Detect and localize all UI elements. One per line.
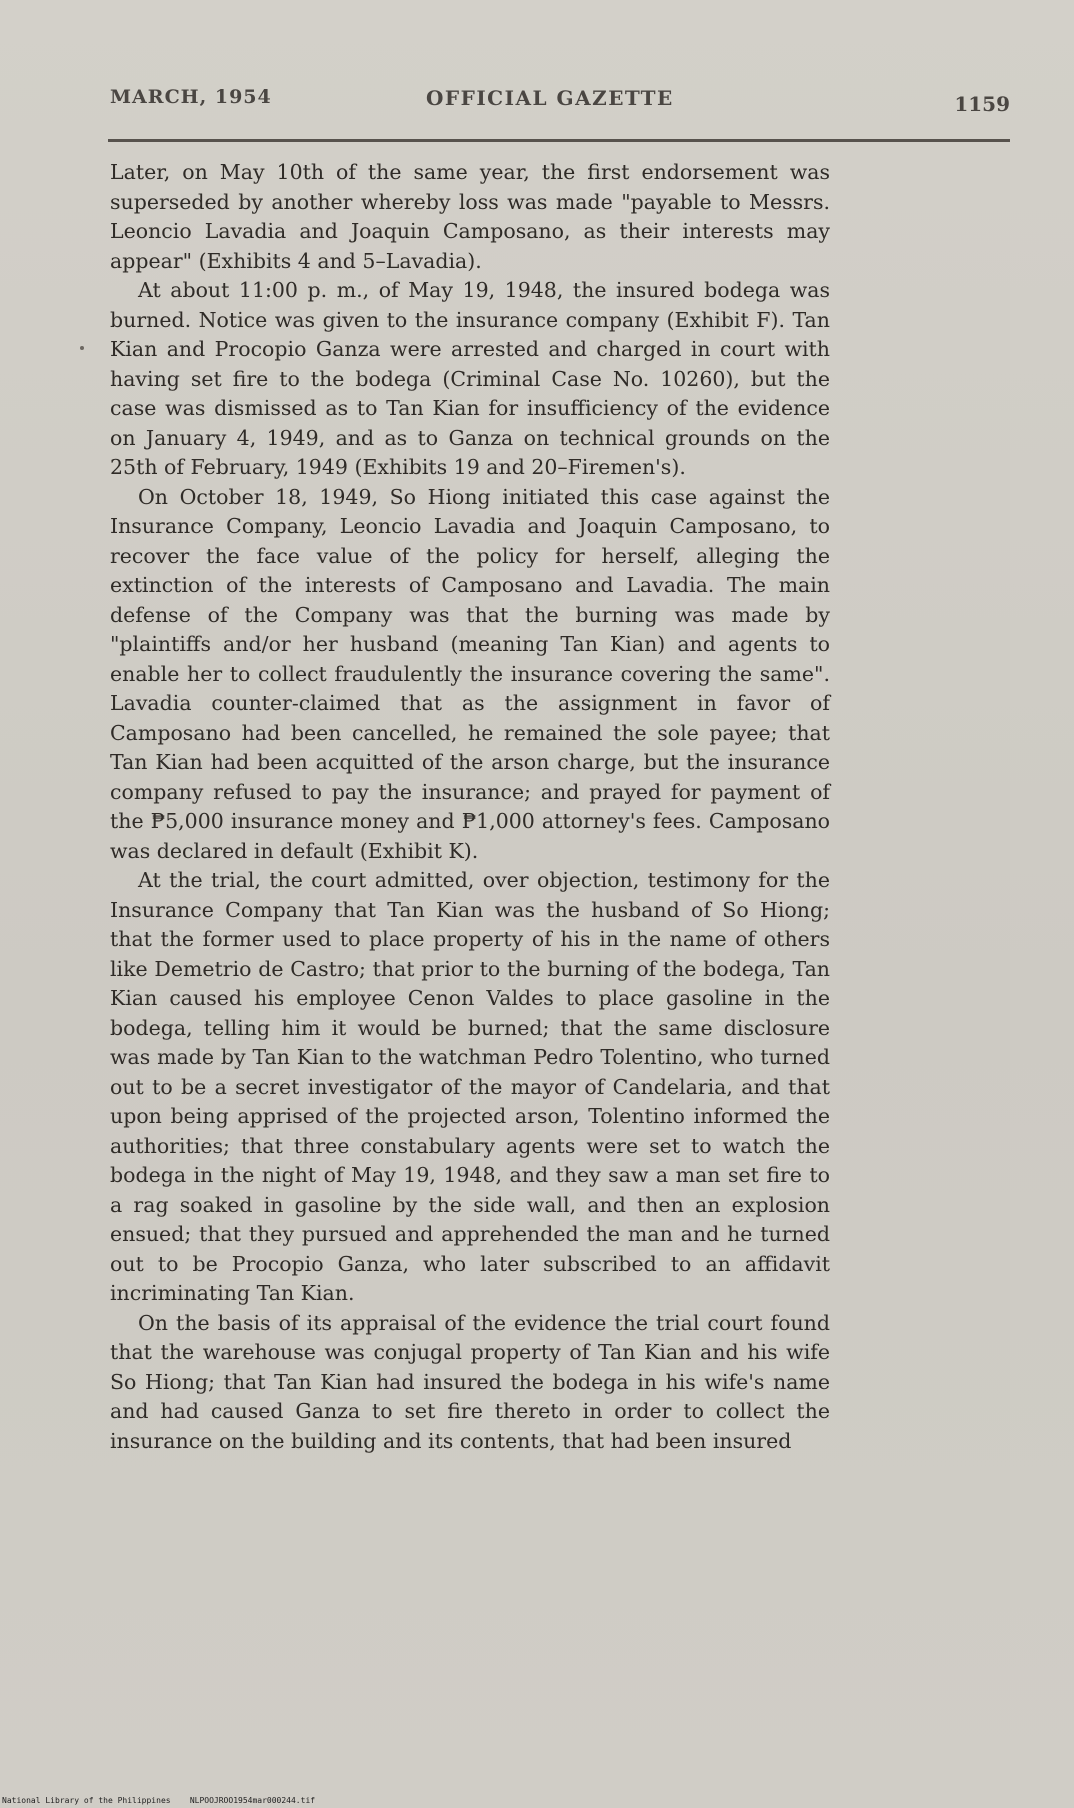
footer-filename: NLPOOJROO1954mar000244.tif (189, 1796, 316, 1805)
paragraph-3: On October 18, 1949, So Hiong initiated this case against the Insurance Company, Leoncio Lavadia and Joaquin Camposano, to recover the face value of the policy for herself, alleging the extinction of the interests of Camposano and Lavadia. The main defense of the Company was that the burning was made by "plaintiffs and/or her husband (meaning Tan Kian) and agents to enable her to collect fraudulently the insurance covering the same". Lavadia counter-claimed that as the assignment in favor of Camposano had been cancelled, he remained the sole payee; that Tan Kian had been acquitted of the arson charge, but the insurance company refused to pay the insurance; and prayed for payment of the ₱5,000 insurance money and ₱1,000 attorney's fees. Camposano was declared in default (Exhibit K). (110, 484, 830, 863)
paragraph-2: At about 11:00 p. m., of May 19, 1948, the insured bodega was burned. Notice was given to the insurance company (Exhibit F). Tan Kian and Procopio Ganza were arrested and charged in court with having set fire to the bodega (Criminal Case No. 10260), but the case was dismissed as to Tan Kian for insufficiency of the evidence on January 4, 1949, and as to Ganza on technical grounds on the 25th of February, 1949 (Exhibits 19 and 20–Firemen's). (110, 278, 830, 479)
header-title: OFFICIAL GAZETTE (426, 86, 674, 110)
page-number: 1159 (954, 92, 1010, 116)
paragraph-1: Later, on May 10th of the same year, the first endorsement was superseded by another whereby loss was made "payable to Messrs. Leoncio Lavadia and Joaquin Camposano, as their interests may appear" (Exhibits 4 and 5–Lavadia). (110, 160, 830, 273)
header-rule (108, 139, 1010, 142)
running-header (110, 86, 1010, 122)
paragraph-5: On the basis of its appraisal of the evidence the trial court found that the warehouse was conjugal property of Tan Kian and his wife So Hiong; that Tan Kian had insured the bodega in his wife's name and had caused Ganza to set fire thereto in order to collect the insurance on the building and its contents, that had been insured (110, 1310, 830, 1453)
scan-speck (80, 346, 84, 350)
article-body (110, 158, 830, 1456)
header-date: MARCH, 1954 (110, 86, 272, 108)
footer-library: National Library of the Philippines (2, 1796, 171, 1805)
scan-footer (2, 1796, 315, 1805)
paragraph-4: At the trial, the court admitted, over objection, testimony for the Insurance Company that Tan Kian was the husband of So Hiong; that the former used to place property of his in the name of others like Demetrio de Castro; that prior to the burning of the bodega, Tan Kian caused his employee Cenon Valdes to place gasoline in the bodega, telling him it would be burned; that the same disclosure was made by Tan Kian to the watchman Pedro Tolentino, who turned out to be a secret investigator of the mayor of Candelaria, and that upon being apprised of the projected arson, Tolentino informed the authorities; that three constabulary agents were set to watch the bodega in the night of May 19, 1948, and they saw a man set fire to a rag soaked in gasoline by the side wall, and then an explosion ensued; that they pursued and apprehended the man and he turned out to be Procopio Ganza, who later subscribed to an affidavit incriminating Tan Kian. (110, 868, 830, 1305)
